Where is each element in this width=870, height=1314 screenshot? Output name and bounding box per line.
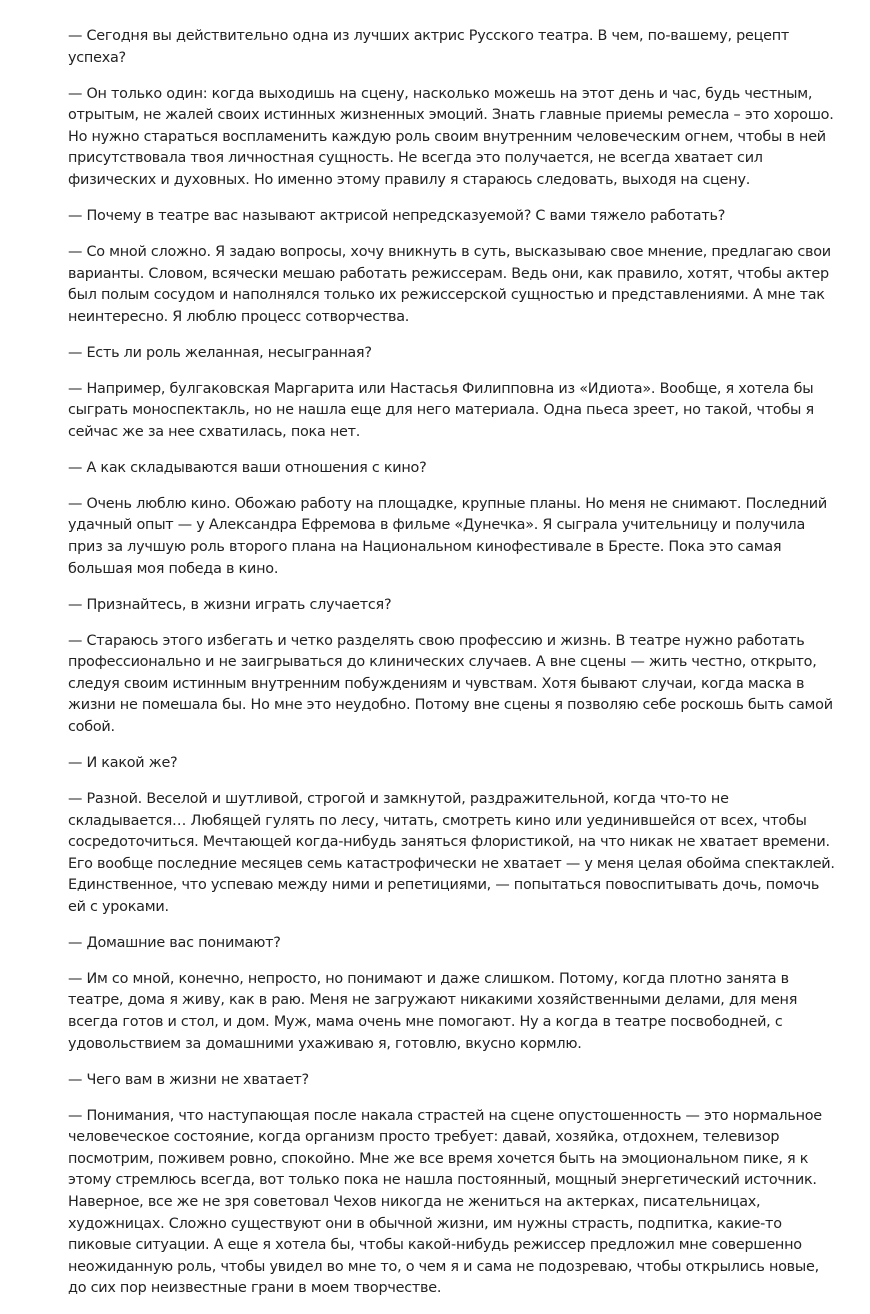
- answer-paragraph: — Разной. Веселой и шутливой, строгой и замкнутой, раздражительной, когда что-то не складывается… Любящей гулять по лесу, читать, смотреть кино или уединившейся от всех, чтобы сосредоточиться. Мечтающей когда-нибудь заняться флористикой, на что никак не хватает времени. Его вообще последние месяцев семь катастрофически не хватает — у меня целая обойма спектаклей. Единственное, что успеваю между ними и репетициями, — попытаться повоспитывать дочь, помочь ей с уроками.: [68, 790, 835, 915]
- question-paragraph: — А как складываются ваши отношения с кино?: [68, 459, 427, 476]
- question-paragraph: — И какой же?: [68, 754, 178, 771]
- question-paragraph: — Признайтесь, в жизни играть случается?: [68, 596, 392, 613]
- question-paragraph: — Почему в театре вас называют актрисой непредсказуемой? С вами тяжело работать?: [68, 207, 726, 224]
- question-paragraph: — Есть ли роль желанная, несыгранная?: [68, 344, 372, 361]
- answer-paragraph: — Очень люблю кино. Обожаю работу на площадке, крупные планы. Но меня не снимают. Последний удачный опыт — у Александра Ефремова в фильме «Дунечка». Я сыграла учительницу и получила приз за лучшую роль второго плана на Национальном кинофестивале в Бресте. Пока это самая большая моя победа в кино.: [68, 495, 827, 577]
- question-paragraph: — Домашние вас понимают?: [68, 934, 281, 951]
- answer-paragraph: — Он только один: когда выходишь на сцену, насколько можешь на этот день и час, будь честным, отрытым, не жалей своих истинных жизненных эмоций. Знать главные приемы ремесла – это хорошо. Но нужно стараться воспламенить каждую роль своим внутренним человеческим огнем, чтобы в ней присутствовала твоя личностная сущность. Не всегда это получается, не всегда хватает сил физических и духовных. Но именно этому правилу я стараюсь следовать, выходя на сцену.: [68, 85, 834, 188]
- answer-paragraph: — Стараюсь этого избегать и четко разделять свою профессию и жизнь. В театре нужно работать профессионально и не заигрываться до клинических случаев. А вне сцены — жить честно, открыто, следуя своим истинным внутренним побуждениям и чувствам. Хотя бывают случаи, когда маска в жизни не помешала бы. Но мне это неудобно. Потому вне сцены я позволяю себе роскошь быть самой собой.: [68, 632, 833, 735]
- question-paragraph: — Сегодня вы действительно одна из лучших актрис Русского театра. В чем, по-вашему, рецепт успеха?: [68, 28, 790, 66]
- answer-paragraph: — Понимания, что наступающая после накала страстей на сцене опустошенность — это нормальное человеческое состояние, когда организм просто требует: давай, хозяйка, отдохнем, телевизор посмотрим, поживем ровно, спокойно. Мне же все время хочется быть на эмоциональном пике, я к этому стремлюсь всегда, вот только пока не нашла постоянный, мощный энергетический источник. Наверное, все же не зря советовал Чехов никогда не жениться на актерках, писательницах, художницах. Сложно существуют они в обычной жизни, им нужны страсть, подпитка, какие-то пиковые ситуации. А еще я хотела бы, чтобы какой-нибудь режиссер предложил мне совершенно неожиданную роль, чтобы увидел во мне то, о чем я и сама не подозреваю, чтобы открылись новые, до сих пор неизвестные грани в моем творчестве.: [68, 1107, 822, 1297]
- question-paragraph: — Чего вам в жизни не хватает?: [68, 1071, 309, 1088]
- answer-paragraph: — Со мной сложно. Я задаю вопросы, хочу вникнуть в суть, высказываю свое мнение, предлагаю свои варианты. Словом, всячески мешаю работать режиссерам. Ведь они, как правило, хотят, чтобы актер был полым сосудом и наполнялся только их режиссерской сущностью и представлениями. А мне так неинтересно. Я люблю процесс сотворчества.: [68, 243, 831, 325]
- interview-article: [68, 26, 838, 1314]
- answer-paragraph: — Например, булгаковская Маргарита или Настасья Филипповна из «Идиота». Вообще, я хотела бы сыграть моноспектакль, но не нашла еще для него материала. Одна пьеса зреет, но такой, чтобы я сейчас же за нее схватилась, пока нет.: [68, 380, 814, 440]
- answer-paragraph: — Им со мной, конечно, непросто, но понимают и даже слишком. Потому, когда плотно занята в театре, дома я живу, как в раю. Меня не загружают никакими хозяйственными делами, для меня всегда готов и стол, и дом. Муж, мама очень мне помогают. Ну а когда в театре посвободней, с удовольствием за домашними ухаживаю я, готовлю, вкусно кормлю.: [68, 970, 798, 1052]
